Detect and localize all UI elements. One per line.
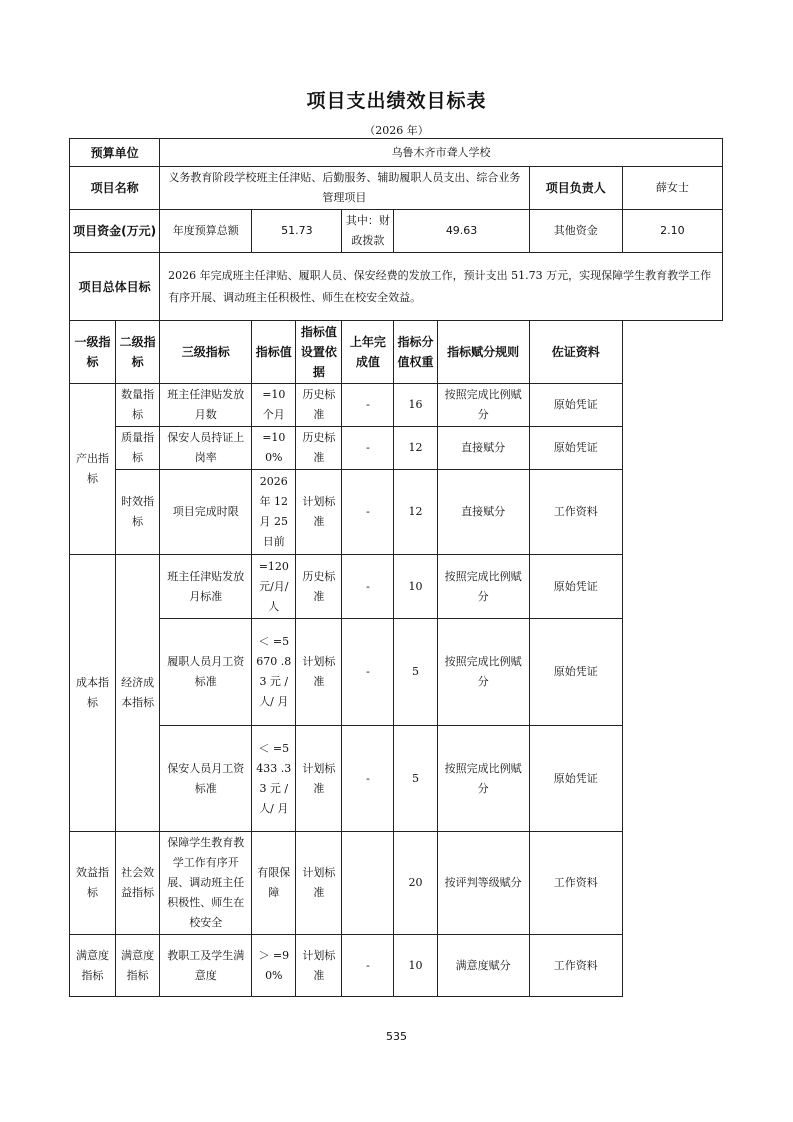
table-row bbox=[70, 470, 723, 555]
row-value: =100% bbox=[252, 427, 296, 470]
goal-value: 2026 年完成班主任津贴、履职人员、保安经费的发放工作，预计支出 51.73 万元，实现保障学生教育教学工作有序开展、调动班主任积极性、师生在校安全效益。 bbox=[160, 253, 723, 321]
column-header-row bbox=[70, 321, 723, 384]
project-name-row bbox=[70, 167, 723, 210]
table-row bbox=[70, 427, 723, 470]
page-title: 项目支出绩效目标表 bbox=[306, 90, 487, 112]
row-last: - bbox=[342, 470, 394, 555]
row-value: 有限保障 bbox=[252, 832, 296, 935]
group-cost: 成本指标 bbox=[70, 555, 116, 832]
row-evidence: 工作资料 bbox=[529, 832, 622, 935]
table-row bbox=[70, 555, 723, 619]
row-rule: 满意度赋分 bbox=[437, 935, 529, 997]
row-name: 保障学生教育教学工作有序开展、调动班主任积极性、师生在校安全 bbox=[160, 832, 252, 935]
col-level2: 二级指标 bbox=[116, 321, 160, 384]
leader-label: 项目负责人 bbox=[529, 167, 622, 210]
subgroup-quantity: 数量指标 bbox=[116, 384, 160, 427]
row-rule: 直接赋分 bbox=[437, 427, 529, 470]
row-evidence: 原始凭证 bbox=[529, 619, 622, 726]
budget-unit-row bbox=[70, 139, 723, 167]
table-row bbox=[70, 726, 723, 832]
row-last: - bbox=[342, 619, 394, 726]
row-value: ＜ =5433 .33 元 /人/ 月 bbox=[252, 726, 296, 832]
row-basis: 计划标准 bbox=[296, 935, 342, 997]
table-row bbox=[70, 832, 723, 935]
col-basis: 指标值设置依据 bbox=[296, 321, 342, 384]
row-basis: 历史标准 bbox=[296, 555, 342, 619]
row-last: - bbox=[342, 427, 394, 470]
row-rule: 按照完成比例赋分 bbox=[437, 726, 529, 832]
funds-row bbox=[70, 210, 723, 253]
row-value: ＞ =90% bbox=[252, 935, 296, 997]
row-weight: 12 bbox=[394, 470, 437, 555]
row-rule: 按照完成比例赋分 bbox=[437, 384, 529, 427]
funds-label: 项目资金(万元) bbox=[70, 210, 160, 253]
annual-budget-value: 51.73 bbox=[252, 210, 342, 253]
group-benefit: 效益指标 bbox=[70, 832, 116, 935]
row-name: 项目完成时限 bbox=[160, 470, 252, 555]
table-row bbox=[70, 619, 723, 726]
row-last: - bbox=[342, 555, 394, 619]
fiscal-label: 其中：财政拨款 bbox=[342, 210, 394, 253]
col-rule: 指标赋分规则 bbox=[437, 321, 529, 384]
row-basis: 计划标准 bbox=[296, 619, 342, 726]
row-evidence: 原始凭证 bbox=[529, 555, 622, 619]
row-basis: 计划标准 bbox=[296, 470, 342, 555]
row-last: - bbox=[342, 935, 394, 997]
col-evidence: 佐证资料 bbox=[529, 321, 622, 384]
annual-budget-label: 年度预算总额 bbox=[160, 210, 252, 253]
subgroup-quality: 质量指标 bbox=[116, 427, 160, 470]
row-name: 履职人员月工资标准 bbox=[160, 619, 252, 726]
project-name-value: 义务教育阶段学校班主任津贴、后勤服务、辅助履职人员支出、综合业务管理项目 bbox=[160, 167, 530, 210]
subgroup-timeliness: 时效指标 bbox=[116, 470, 160, 555]
budget-unit-value: 乌鲁木齐市聋人学校 bbox=[160, 139, 723, 167]
performance-table bbox=[69, 138, 723, 997]
subgroup-economic-cost: 经济成本指标 bbox=[116, 555, 160, 832]
row-weight: 12 bbox=[394, 427, 437, 470]
row-basis: 计划标准 bbox=[296, 832, 342, 935]
goal-row bbox=[70, 253, 723, 321]
table-row bbox=[70, 935, 723, 997]
row-name: 教职工及学生满意度 bbox=[160, 935, 252, 997]
row-rule: 按照完成比例赋分 bbox=[437, 619, 529, 726]
row-name: 保安人员持证上岗率 bbox=[160, 427, 252, 470]
subgroup-satisfaction: 满意度指标 bbox=[116, 935, 160, 997]
row-rule: 按评判等级赋分 bbox=[437, 832, 529, 935]
budget-unit-label: 预算单位 bbox=[70, 139, 160, 167]
other-funds-label: 其他资金 bbox=[529, 210, 622, 253]
col-weight: 指标分值权重 bbox=[394, 321, 437, 384]
table-row bbox=[70, 384, 723, 427]
row-value: 2026 年 12 月 25 日前 bbox=[252, 470, 296, 555]
row-name: 班主任津贴发放月标准 bbox=[160, 555, 252, 619]
row-weight: 5 bbox=[394, 726, 437, 832]
row-basis: 历史标准 bbox=[296, 384, 342, 427]
col-last-year: 上年完成值 bbox=[342, 321, 394, 384]
col-level3: 三级指标 bbox=[160, 321, 252, 384]
row-weight: 10 bbox=[394, 555, 437, 619]
row-weight: 10 bbox=[394, 935, 437, 997]
group-output: 产出指标 bbox=[70, 384, 116, 555]
year-label: （2026 年） bbox=[364, 124, 429, 137]
col-value: 指标值 bbox=[252, 321, 296, 384]
row-rule: 直接赋分 bbox=[437, 470, 529, 555]
row-weight: 16 bbox=[394, 384, 437, 427]
row-name: 保安人员月工资标准 bbox=[160, 726, 252, 832]
row-rule: 按照完成比例赋分 bbox=[437, 555, 529, 619]
row-evidence: 原始凭证 bbox=[529, 384, 622, 427]
leader-value: 薛女士 bbox=[622, 167, 722, 210]
page-number: 535 bbox=[386, 1030, 407, 1043]
row-last: - bbox=[342, 726, 394, 832]
goal-label: 项目总体目标 bbox=[70, 253, 160, 321]
row-evidence: 原始凭证 bbox=[529, 726, 622, 832]
row-weight: 20 bbox=[394, 832, 437, 935]
row-last bbox=[342, 832, 394, 935]
row-value: =10 个月 bbox=[252, 384, 296, 427]
subgroup-social-benefit: 社会效益指标 bbox=[116, 832, 160, 935]
row-basis: 历史标准 bbox=[296, 427, 342, 470]
other-funds-value: 2.10 bbox=[622, 210, 722, 253]
row-evidence: 原始凭证 bbox=[529, 427, 622, 470]
row-basis: 计划标准 bbox=[296, 726, 342, 832]
col-level1: 一级指标 bbox=[70, 321, 116, 384]
row-last: - bbox=[342, 384, 394, 427]
row-evidence: 工作资料 bbox=[529, 935, 622, 997]
fiscal-value: 49.63 bbox=[394, 210, 529, 253]
row-value: =120 元/月/人 bbox=[252, 555, 296, 619]
row-value: ＜ =5670 .83 元 /人/ 月 bbox=[252, 619, 296, 726]
row-name: 班主任津贴发放月数 bbox=[160, 384, 252, 427]
project-name-label: 项目名称 bbox=[70, 167, 160, 210]
group-satisfaction: 满意度指标 bbox=[70, 935, 116, 997]
row-evidence: 工作资料 bbox=[529, 470, 622, 555]
row-weight: 5 bbox=[394, 619, 437, 726]
